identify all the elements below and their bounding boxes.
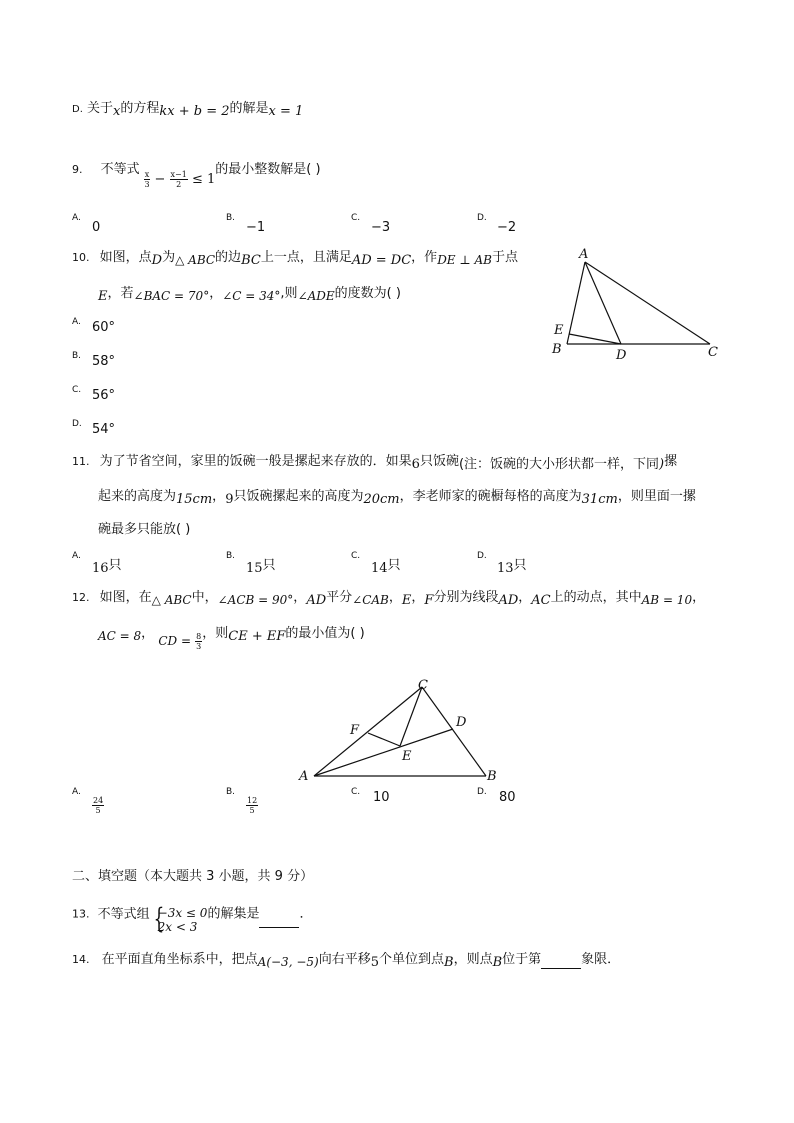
q10-triangle-figure bbox=[540, 240, 730, 370]
math: ∠CAB bbox=[352, 593, 389, 607]
q9-stem bbox=[72, 160, 321, 189]
text: 起来的高度为 bbox=[98, 489, 177, 504]
label-a: A bbox=[579, 247, 589, 262]
fraction: $\frac{x}{3}$ bbox=[144, 170, 150, 189]
question-number: 11. bbox=[72, 455, 90, 468]
text: ，若 bbox=[107, 286, 134, 301]
math: ∠C = 34° bbox=[222, 289, 281, 303]
q11-stem-line2 bbox=[98, 488, 696, 506]
q10-stem-line1 bbox=[72, 248, 518, 267]
fraction: $\frac{x-1}{2}$ bbox=[170, 170, 187, 189]
text: ． bbox=[299, 906, 313, 922]
text: ， bbox=[209, 286, 223, 301]
q12-triangle-figure bbox=[290, 670, 520, 795]
q14-stem bbox=[72, 950, 620, 969]
question-number: 9. bbox=[72, 163, 83, 176]
inequality-system: { −3x ≤ 0 2x < 3 bbox=[153, 902, 208, 935]
label-d: D bbox=[616, 348, 627, 363]
question-number: 12. bbox=[72, 591, 90, 604]
math: − bbox=[154, 172, 166, 187]
math: kx + b = 2 bbox=[159, 104, 230, 119]
text: ，则里面一摞 bbox=[617, 489, 696, 504]
text: 的度数为( ) bbox=[334, 286, 401, 301]
text: 平分 bbox=[326, 590, 353, 605]
answer-blank[interactable] bbox=[259, 915, 299, 928]
math: △ ABC bbox=[175, 253, 216, 267]
q11-stem-line1 bbox=[72, 453, 677, 471]
text: 为了节省空间，家里的饭碗一般是摞起来存放的．如果 bbox=[99, 454, 412, 469]
math: BC bbox=[241, 253, 261, 268]
text: 分别为线段 bbox=[433, 590, 499, 605]
text: ，李老师家的碗橱每格的高度为 bbox=[399, 489, 582, 504]
text: ， bbox=[692, 590, 706, 605]
q10-stem-line2 bbox=[98, 284, 401, 303]
label-d: D bbox=[456, 715, 467, 730]
segment-cb bbox=[422, 687, 486, 776]
math: CD = bbox=[158, 634, 191, 648]
text: ， bbox=[212, 489, 226, 504]
q11-stem-line3 bbox=[98, 521, 190, 539]
text: ， bbox=[293, 590, 307, 605]
question-number: 14. bbox=[72, 953, 90, 966]
label-e: E bbox=[402, 749, 412, 764]
text: 如图，在 bbox=[99, 590, 152, 605]
math: AC bbox=[531, 593, 551, 608]
text: 上一点，且满足 bbox=[260, 250, 352, 265]
text: 象限． bbox=[581, 952, 621, 967]
text: 关于 bbox=[87, 101, 114, 116]
q13-stem bbox=[72, 900, 313, 935]
text: 的解集是 bbox=[207, 906, 260, 922]
segment-ac bbox=[585, 262, 710, 344]
math: ∠ACB = 90° bbox=[217, 593, 294, 607]
segment-ab bbox=[567, 262, 585, 344]
text: 只饭碗摞起来的高度为 bbox=[233, 489, 364, 504]
math: E bbox=[98, 289, 108, 304]
text: 不等式 bbox=[100, 162, 140, 177]
text: ， bbox=[388, 590, 402, 605]
text: 的最小值为( ) bbox=[285, 626, 365, 641]
label-a: A bbox=[299, 769, 309, 784]
label-e: E bbox=[554, 323, 564, 338]
math: x = 1 bbox=[268, 104, 304, 119]
text: 的最小整数解是( ) bbox=[215, 162, 321, 177]
math: AD bbox=[498, 593, 519, 608]
math: 9 bbox=[225, 492, 234, 507]
math: E bbox=[401, 593, 412, 608]
text: ) bbox=[659, 457, 665, 472]
math: ∠BAC = 70° bbox=[133, 289, 210, 303]
q12-stem-line1 bbox=[72, 588, 705, 607]
text: 中， bbox=[191, 590, 218, 605]
text: ，作 bbox=[411, 250, 438, 265]
math: 6 bbox=[411, 457, 420, 472]
segment-fe bbox=[368, 733, 400, 746]
math: 20cm bbox=[363, 492, 400, 507]
math: AD bbox=[306, 593, 327, 608]
math: △ ABC bbox=[151, 593, 192, 607]
math: x bbox=[113, 104, 121, 119]
text: 摞 bbox=[664, 454, 678, 469]
text: 的边 bbox=[215, 250, 242, 265]
math: DE ⊥ AB bbox=[437, 253, 492, 267]
math: D bbox=[151, 253, 163, 268]
label-f: F bbox=[350, 723, 360, 738]
text: 为 bbox=[162, 250, 176, 265]
segment-ad bbox=[314, 729, 453, 776]
text: 向右平移 bbox=[318, 952, 371, 967]
math: F bbox=[424, 593, 434, 608]
math: ∠ADE bbox=[297, 289, 335, 303]
q12-stem-line2 bbox=[98, 624, 365, 651]
math: B bbox=[444, 955, 454, 970]
text: 只饭碗 bbox=[419, 454, 459, 469]
q8-option-d bbox=[72, 100, 303, 119]
math: 31cm bbox=[581, 492, 618, 507]
math: ≤ 1 bbox=[191, 172, 216, 187]
segment-de bbox=[569, 334, 621, 344]
text: (注：饭碗的大小形状都一样，下同 bbox=[458, 457, 660, 472]
math: AD = DC bbox=[351, 253, 412, 268]
text: 于点 bbox=[491, 250, 518, 265]
math: AC = 8 bbox=[98, 629, 142, 643]
text: ，则 bbox=[202, 626, 229, 641]
math: B bbox=[492, 955, 503, 970]
math: AB = 10 bbox=[641, 593, 693, 607]
text: 个单位到点 bbox=[379, 952, 445, 967]
label-b: B bbox=[552, 342, 562, 357]
text: 的方程 bbox=[120, 101, 160, 116]
section-2-heading bbox=[72, 868, 313, 886]
math: A(−3, −5) bbox=[257, 955, 319, 969]
answer-blank[interactable] bbox=[541, 956, 581, 969]
label-b: B bbox=[487, 769, 497, 784]
text: 碗最多只能放( ) bbox=[98, 522, 191, 537]
math: 15cm bbox=[176, 492, 213, 507]
text: ， bbox=[141, 626, 155, 641]
text: ， bbox=[518, 590, 532, 605]
text: 在平面直角坐标系中，把点 bbox=[101, 952, 258, 967]
text: ，则点 bbox=[453, 952, 493, 967]
question-number: 13. bbox=[72, 907, 90, 921]
text: ， bbox=[411, 590, 425, 605]
label-c: C bbox=[418, 678, 428, 693]
fraction: $\frac{8}{3}$ bbox=[196, 632, 202, 651]
label-c: C bbox=[708, 345, 718, 360]
math: CE + EF bbox=[228, 629, 286, 644]
text: ,则 bbox=[280, 286, 298, 301]
question-number: 10. bbox=[72, 251, 90, 264]
text: 位于第 bbox=[502, 952, 542, 967]
text: 上的动点，其中 bbox=[550, 590, 642, 605]
text: 如图，点 bbox=[99, 250, 152, 265]
text: 二、填空题（本大题共 3 小题，共 9 分） bbox=[72, 869, 314, 884]
text: 的解是 bbox=[229, 101, 269, 116]
option-label: D. bbox=[72, 104, 83, 115]
text: 不等式组 bbox=[97, 906, 150, 922]
math: 5 bbox=[370, 955, 379, 970]
